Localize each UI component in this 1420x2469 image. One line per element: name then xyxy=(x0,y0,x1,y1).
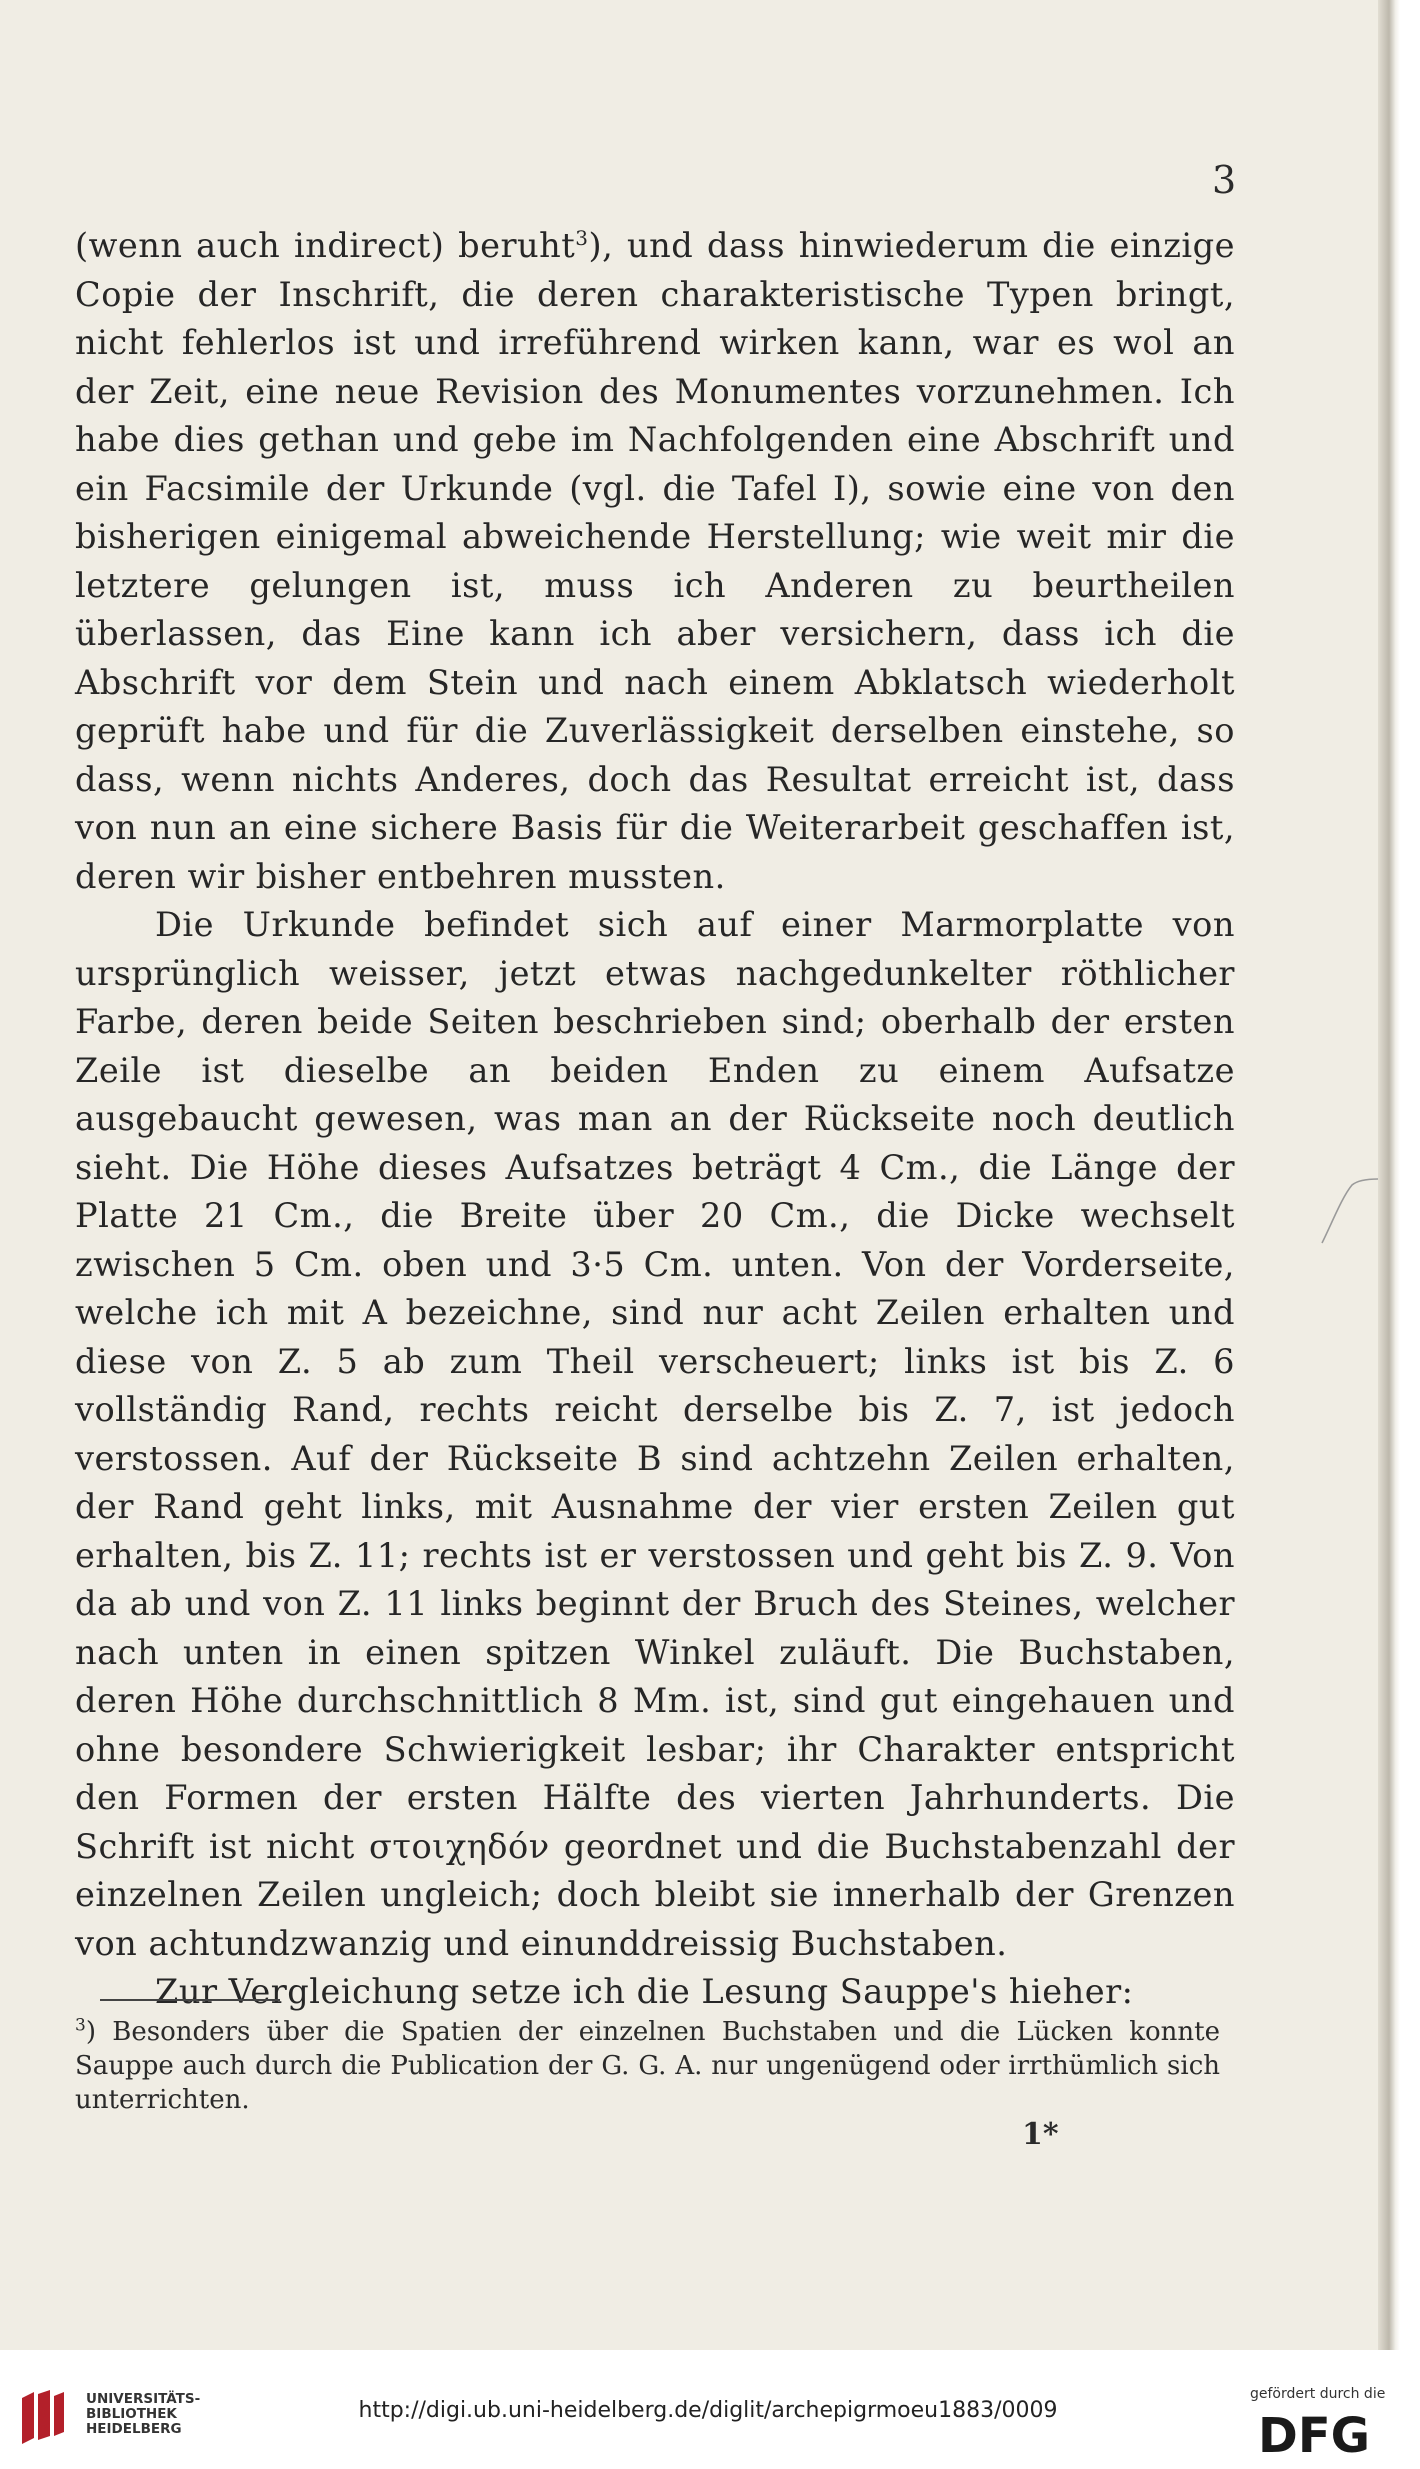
page-number: 3 xyxy=(1212,158,1237,202)
page-edge-shadow xyxy=(1378,0,1400,2350)
dfg-logo-text: DFG xyxy=(1258,2408,1371,2458)
body-text xyxy=(75,222,1235,2017)
paragraph-1 xyxy=(75,222,1235,901)
paragraph-2: Die Urkunde befindet sich auf einer Marmorplatte von ursprünglich weisser, jetzt etwas nachgedunkelter röthlicher Farbe, deren beide Seiten beschrieben sind; oberhalb der ersten Zeile ist dieselbe an beiden Enden zu einem Aufsatze ausgebaucht gewesen, was man an der Rückseite noch deutlich sieht. Die Höhe dieses Aufsatzes beträgt 4 Cm., die Länge der Platte 21 Cm., die Breite über 20 Cm., die Dicke wechselt zwischen 5 Cm. oben und 3·5 Cm. unten. Von der Vorderseite, welche ich mit A bezeichne, sind nur acht Zeilen erhalten und diese von Z. 5 ab zum Theil verscheuert; links ist bis Z. 6 vollständig Rand, rechts reicht derselbe bis Z. 7, ist jedoch verstossen. Auf der Rückseite B sind achtzehn Zeilen erhalten, der Rand geht links, mit Ausnahme der vier ersten Zeilen gut erhalten, bis Z. 11; rechts ist er verstossen und geht bis Z. 9. Von da ab und von Z. 11 links beginnt der Bruch des Steines, welcher nach unten in einen spitzen Winkel zuläuft. Die Buchstaben, deren Höhe durchschnittlich 8 Mm. ist, sind gut eingehauen und ohne besondere Schwierigkeit lesbar; ihr Charakter entspricht den Formen der ersten Hälfte des vierten Jahrhunderts. Die Schrift ist nicht στοιχηδόν geordnet und die Buchstabenzahl der einzelnen Zeilen ungleich; doch bleibt sie innerhalb der Grenzen von achtundzwanzig und einunddreissig Buchstaben. xyxy=(75,905,1235,1963)
footnote-separator xyxy=(100,1999,280,2001)
library-name-line: BIBLIOTHEK xyxy=(86,2406,177,2422)
permalink-url[interactable]: http://digi.ub.uni-heidelberg.de/diglit/archepigrmoeu1883/0009 xyxy=(358,2398,1058,2423)
library-name-line: UNIVERSITÄTS- xyxy=(86,2391,201,2407)
footer-bar xyxy=(0,2350,1420,2469)
footnote-reference: 3 xyxy=(575,225,589,250)
footnote-text: ) Besonders über die Spatien der einzelnen Buchstaben und die Lücken konnte Sauppe auch durch die Publication der G. G. A. nur ungenügend oder irrthümlich sich unterrichten. xyxy=(75,2017,1220,2115)
paragraph-3: Zur Vergleichung setze ich die Lesung Sauppe's hieher: xyxy=(155,1972,1134,2011)
university-library-logo-icon xyxy=(14,2388,72,2446)
funding-caption: gefördert durch die xyxy=(1250,2386,1386,2402)
footnote-mark: 3 xyxy=(75,2015,86,2036)
paragraph-1-rest: ), und dass hinwiederum die einzige Copie der Inschrift, die deren charakteristische Typen bringt, nicht fehlerlos ist und irreführend wirken kann, war es wol an der Zeit, eine neue Revision des Monumentes vorzunehmen. Ich habe dies gethan und gebe im Nachfolgenden eine Abschrift und ein Facsimile der Urkunde (vgl. die Tafel I), sowie eine von den bisherigen einigemal abweichende Herstellung; wie weit mir die letztere gelungen ist, muss ich Anderen zu beurtheilen überlassen, das Eine kann ich aber versichern, dass ich die Abschrift vor dem Stein und nach einem Abklatsch wiederholt geprüft habe und für die Zuverlässigkeit derselben einstehe, so dass, wenn nichts Anderes, doch das Resultat erreicht ist, dass von nun an eine sichere Basis für die Weiterarbeit geschaffen ist, deren wir bisher entbehren mussten. xyxy=(75,226,1235,896)
dfg-logo-icon xyxy=(1258,2408,1408,2458)
library-name-line: HEIDELBERG xyxy=(86,2421,182,2437)
footnote xyxy=(75,2015,1220,2117)
paragraph-1-start: (wenn auch indirect) beruht xyxy=(75,226,576,265)
pencil-mark-icon xyxy=(1320,1175,1380,1245)
signature-mark: 1* xyxy=(1022,2117,1059,2152)
library-name xyxy=(86,2392,200,2437)
